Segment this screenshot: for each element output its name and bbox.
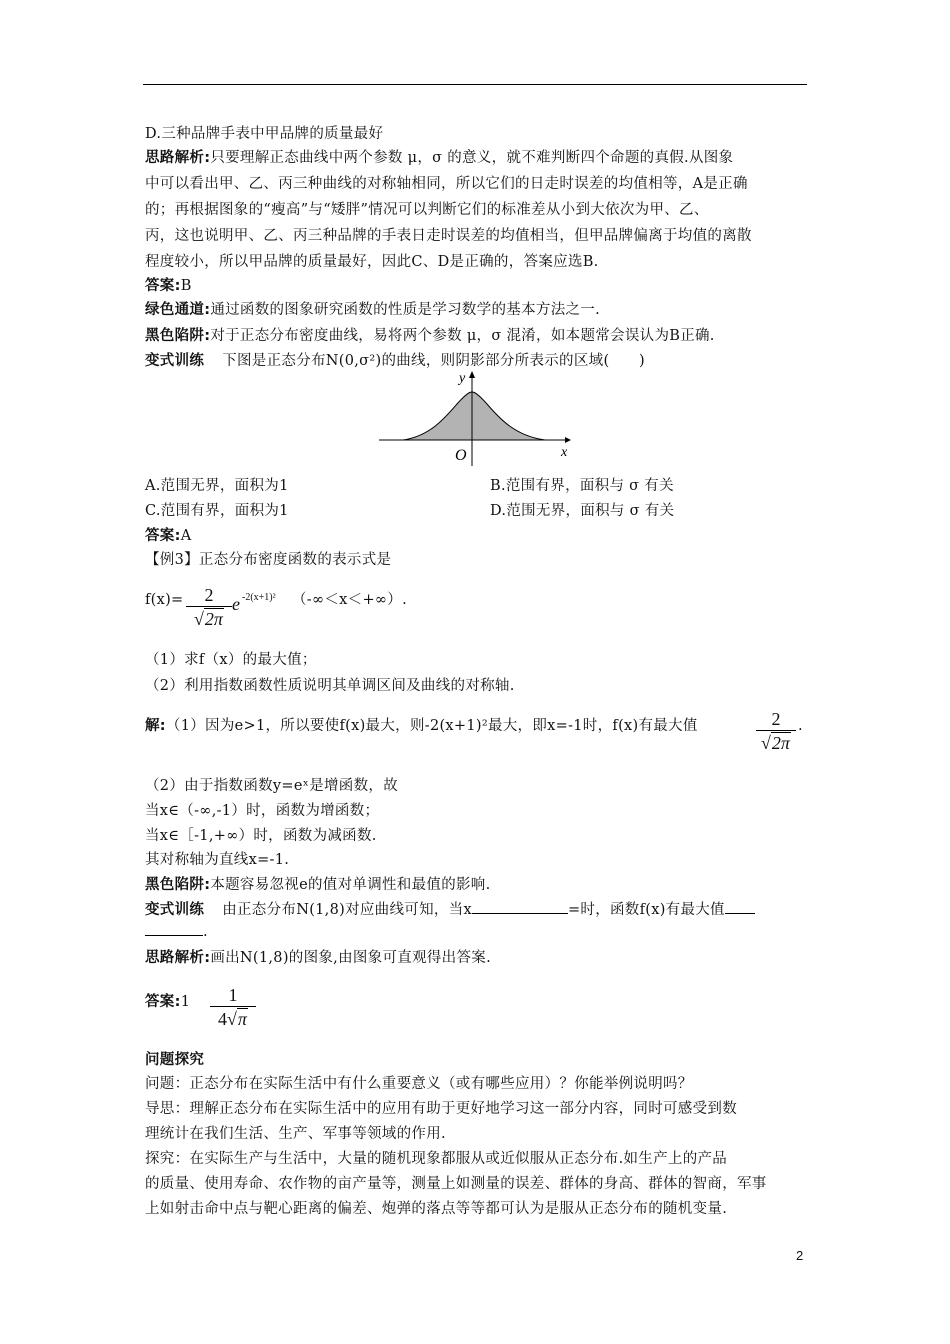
- explore-body-2: 的质量、使用寿命、农作物的亩产量等，测量上如测量的误差、群体的身高、群体的智商，军事: [145, 1176, 767, 1192]
- analysis-line-5: 程度较小，所以甲品牌的质量最好，因此C、D是正确的，答案应选B.: [145, 254, 599, 270]
- page-number: 2: [796, 1248, 804, 1263]
- explore-body-1: 探究：在实际生产与生活中，大量的随机现象都服从或近似服从正态分布.如生产上的产品: [145, 1151, 728, 1167]
- explore-guide-2: 理统计在我们生活、生产、军事等领域的作用.: [145, 1126, 446, 1142]
- explore-body-3: 上如射击命中点与靶心距离的偏差、炮弹的落点等等都可认为是服从正态分布的随机变量.: [145, 1201, 728, 1217]
- y-axis-arrow: [469, 371, 475, 378]
- solution-line-1: 解:（1）因为e>1，所以要使f(x)最大，则-2(x+1)²最大，即x=-1时，f(x)有最大值: [145, 718, 698, 734]
- max-value-fraction: 2 √2π: [756, 708, 796, 755]
- answer-line-3: 答案:1: [145, 994, 191, 1010]
- exponent: -2(x+1)²: [242, 592, 276, 603]
- solution-line-5: 其对称轴为直线x=-1.: [145, 852, 290, 868]
- answer-line-2: 答案:A: [145, 528, 192, 544]
- fx-label: f(x)=: [145, 592, 184, 608]
- y-axis-label: y: [459, 371, 466, 386]
- analysis-line-1: 思路解析:只要理解正态曲线中两个参数 μ，σ 的意义，就不难判断四个命题的真假.从图象: [145, 150, 734, 166]
- fx-domain: （-∞＜x＜+∞）.: [292, 592, 407, 608]
- blank-1: [472, 913, 568, 914]
- explore-title: 问题探究: [145, 1052, 205, 1068]
- x-axis-arrow: [565, 437, 571, 443]
- question-1: （1）求f（x）的最大值；: [145, 652, 317, 668]
- fraction-denominator: 2π: [204, 609, 223, 629]
- analysis-line-3: 的；再根据图象的“瘦高”与“矮胖”情况可以判断它们的标准差从小到大依次为甲、乙、: [145, 202, 709, 218]
- x-axis-label: x: [561, 445, 568, 460]
- exp-base: e: [232, 594, 240, 614]
- option-d: D.范围无界，面积与 σ 有关: [490, 503, 675, 519]
- answer-fraction: 1 4√π: [210, 984, 256, 1031]
- green-channel-line: 绿色通道:通过函数的图象研究函数的性质是学习数学的基本方法之一.: [145, 302, 601, 318]
- origin-label: O: [455, 447, 467, 464]
- density-fraction: 2 √2π: [186, 584, 232, 631]
- option-d-line: D.三种品牌手表中甲品牌的质量最好: [145, 126, 384, 142]
- shaded-area: [403, 392, 545, 440]
- option-a: A.范围无界，面积为1: [145, 478, 289, 494]
- header-rule: [143, 84, 807, 85]
- variant-training-line-1: 变式训练 下图是正态分布N(0,σ²)的曲线，则阴影部分所表示的区域( ): [145, 353, 645, 369]
- solution-line-4: 当x∈［-1,+∞）时，函数为减函数.: [145, 828, 377, 844]
- analysis-line-4: 丙，这也说明甲、乙、丙三种品牌的手表日走时误差的均值相当，但甲品牌偏离于均值的离散: [145, 228, 752, 244]
- analysis-line-2: 中可以看出甲、乙、丙三种曲线的对称轴相同，所以它们的日走时误差的均值相等，A是正确: [145, 176, 748, 192]
- variant-blank-continuation: .: [145, 922, 208, 942]
- variant-training-line-2: 变式训练 由正态分布N(1,8)对应曲线可知，当x =时，函数f(x)有最大值: [145, 900, 755, 920]
- solution-period: .: [798, 718, 803, 734]
- option-b: B.范围有界，面积与 σ 有关: [490, 478, 674, 494]
- explore-guide-1: 导思：理解正态分布在实际生活中的应用有助于更好地学习这一部分内容，同时可感受到数: [145, 1101, 737, 1117]
- explore-question: 问题：正态分布在实际生活中有什么重要意义（或有哪些应用）？你能举例说明吗？: [145, 1076, 693, 1092]
- question-2: （2）利用指数函数性质说明其单调区间及曲线的对称轴.: [145, 678, 515, 694]
- blank-2: [725, 913, 755, 914]
- option-c: C.范围有界，面积为1: [145, 503, 289, 519]
- fraction-numerator: 2: [204, 585, 214, 605]
- idea-line: 思路解析:画出N(1,8)的图象,由图象可直观得出答案.: [145, 950, 491, 966]
- example-3-title: 【例3】正态分布密度函数的表示式是: [145, 552, 392, 568]
- solution-line-3: 当x∈（-∞,-1）时，函数为增函数；: [145, 803, 380, 819]
- blank-3: [145, 935, 203, 936]
- black-trap-line-2: 黑色陷阱:本题容易忽视e的值对单调性和最值的影响.: [145, 877, 491, 893]
- answer-line-1: 答案:B: [145, 278, 192, 294]
- normal-curve-figure: [375, 368, 575, 468]
- solution-line-2: （2）由于指数函数y=eˣ是增函数，故: [145, 778, 398, 794]
- black-trap-line-1: 黑色陷阱:对于正态分布密度曲线，易将两个参数 μ，σ 混淆，如本题常会误认为B正确.: [145, 328, 715, 344]
